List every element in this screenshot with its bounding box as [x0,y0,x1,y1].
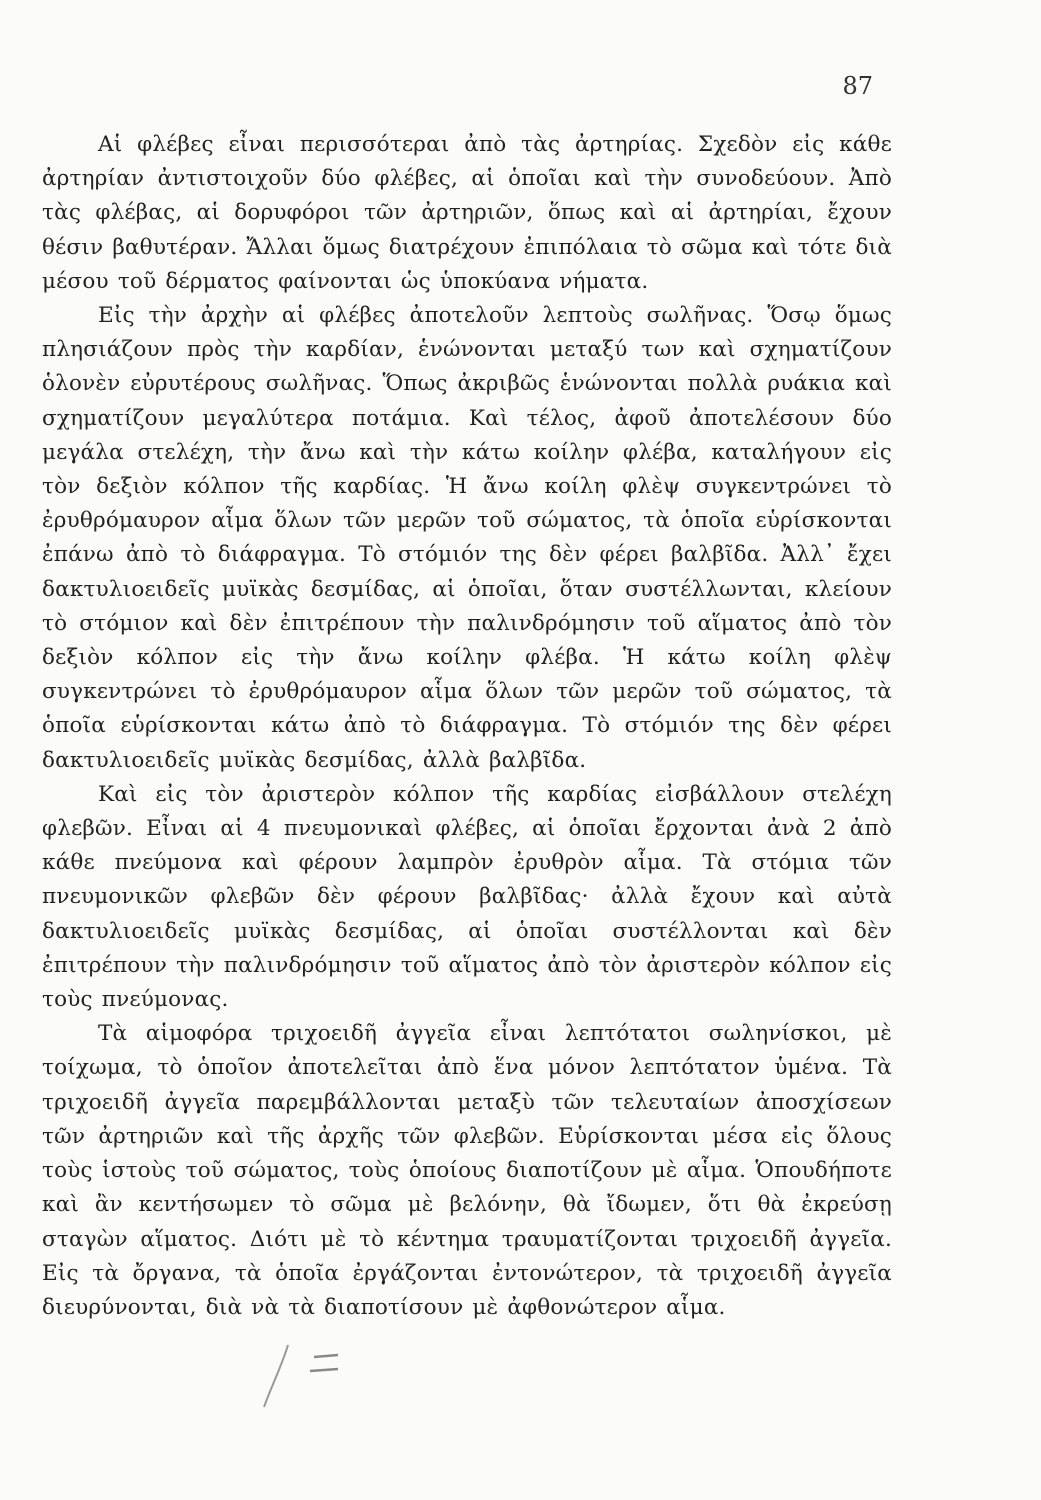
paragraph-vena-cava: Εἰς τὴν ἀρχὴν αἱ φλέβες ἀποτελοῦν λεπτοὺς σωλῆνας. Ὅσῳ ὅμως πλησιάζουν πρὸς τὴν καρδίαν, ἑνώνονται μεταξύ των καὶ σχηματίζουν ὁλονὲν εὐρυτέρους σωλῆνας. Ὅπως ἀκριβῶς ἑνώνονται πολλὰ ρυάκια καὶ σχηματίζουν μεγαλύτερα ποτάμια. Καὶ τέλος, ἀφοῦ ἀποτελέσουν δύο μεγάλα στελέχη, τὴν ἄνω καὶ τὴν κάτω κοίλην φλέβα, καταλήγουν εἰς τὸν δεξιὸν κόλπον τῆς καρδίας. Ἡ ἄνω κοίλη φλὲψ συγκεντρώνει τὸ ἐρυθρόμαυρον αἷμα ὅλων τῶν μερῶν τοῦ σώματος, τὰ ὁποῖα εὑρίσκονται ἐπάνω ἀπὸ τὸ διάφραγμα. Τὸ στόμιόν της δὲν φέρει βαλβῖδα. Ἀλλ᾽ ἔχει δακτυλιοειδεῖς μυϊκὰς δεσμίδας, αἱ ὁποῖαι, ὅταν συστέλλωνται, κλείουν τὸ στόμιον καὶ δὲν ἐπιτρέπουν τὴν παλινδρόμησιν τοῦ αἵματος ἀπὸ τὸν δεξιὸν κόλπον εἰς τὴν ἄνω κοίλην φλέβα. Ἡ κάτω κοίλη φλὲψ συγκεντρώνει τὸ ἐρυθρόμαυρον αἷμα ὅλων τῶν μερῶν τοῦ σώματος, τὰ ὁποῖα εὑρίσκονται κάτω ἀπὸ τὸ διάφραγμα. Τὸ στόμιόν της δὲν φέρει δακτυλιοειδεῖς μυϊκὰς δεσμίδας, ἀλλὰ βαλβῖδα. [42,303,892,773]
paragraph-pulmonary-veins: Καὶ εἰς τὸν ἀριστερὸν κόλπον τῆς καρδίας εἰσβάλλουν στελέχη φλεβῶν. Εἶναι αἱ 4 πνευμονικαὶ φλέβες, αἱ ὁποῖαι ἔρχονται ἀνὰ 2 ἀπὸ κάθε πνεύμονα καὶ φέρουν λαμπρὸν ἐρυθρὸν αἷμα. Τὰ στόμια τῶν πνευμονικῶν φλεβῶν δὲν φέρουν βαλβῖδας· ἀλλὰ ἔχουν καὶ αὐτὰ δακτυλιοειδεῖς μυϊκὰς δεσμίδας, αἱ ὁποῖαι συστέλλονται καὶ δὲν ἐπιτρέπουν τὴν παλινδρόμησιν τοῦ αἵματος ἀπὸ τὸν ἀριστερὸν κόλπον εἰς τοὺς πνεύμονας. [42,781,892,1013]
page-number: 87 [842,72,873,100]
paragraph-capillaries: Τὰ αἱμοφόρα τριχοειδῆ ἀγγεῖα εἶναι λεπτότατοι σωληνίσκοι, μὲ τοίχωμα, τὸ ὁποῖον ἀποτελεῖται ἀπὸ ἕνα μόνον λεπτότατον ὑμένα. Τὰ τριχοειδῆ ἀγγεῖα παρεμβάλλονται μεταξὺ τῶν τελευταίων ἀποσχίσεων τῶν ἀρτηριῶν καὶ τῆς ἀρχῆς τῶν φλεβῶν. Εὑρίσκονται μέσα εἰς ὅλους τοὺς ἱστοὺς τοῦ σώματος, τοὺς ὁποίους διαποτίζουν μὲ αἷμα. Ὁπουδήποτε καὶ ἂν κεντήσωμεν τὸ σῶμα μὲ βελόνην, θὰ ἴδωμεν, ὅτι θὰ ἐκρεύσῃ σταγὼν αἵματος. Διότι μὲ τὸ κέντημα τραυματίζονται τριχοειδῆ ἀγγεῖα. Εἰς τὰ ὄργανα, τὰ ὁποῖα ἐργάζονται ἐντονώτερον, τὰ τριχοειδῆ ἀγγεῖα διευρύνονται, διὰ νὰ τὰ διαποτίσουν μὲ ἀφθονώτερον αἷμα. [42,1021,892,1320]
paragraph-veins-count: Αἱ φλέβες εἶναι περισσότεραι ἀπὸ τὰς ἀρτηρίας. Σχεδὸν εἰς κάθε ἀρτηρίαν ἀντιστοιχοῦν δύο φλέβες, αἱ ὁποῖαι καὶ τὴν συνοδεύουν. Ἀπὸ τὰς φλέβας, αἱ δορυφόροι τῶν ἀρτηριῶν, ὅπως καὶ αἱ ἀρτηρίαι, ἔχουν θέσιν βαθυτέραν. Ἄλλαι ὅμως διατρέχουν ἐπιπόλαια τὸ σῶμα καὶ τότε διὰ μέσου τοῦ δέρματος φαίνονται ὡς ὑποκύανα νήματα. [42,132,892,294]
handwritten-pen-mark [258,1335,348,1415]
body-text [42,128,892,1325]
